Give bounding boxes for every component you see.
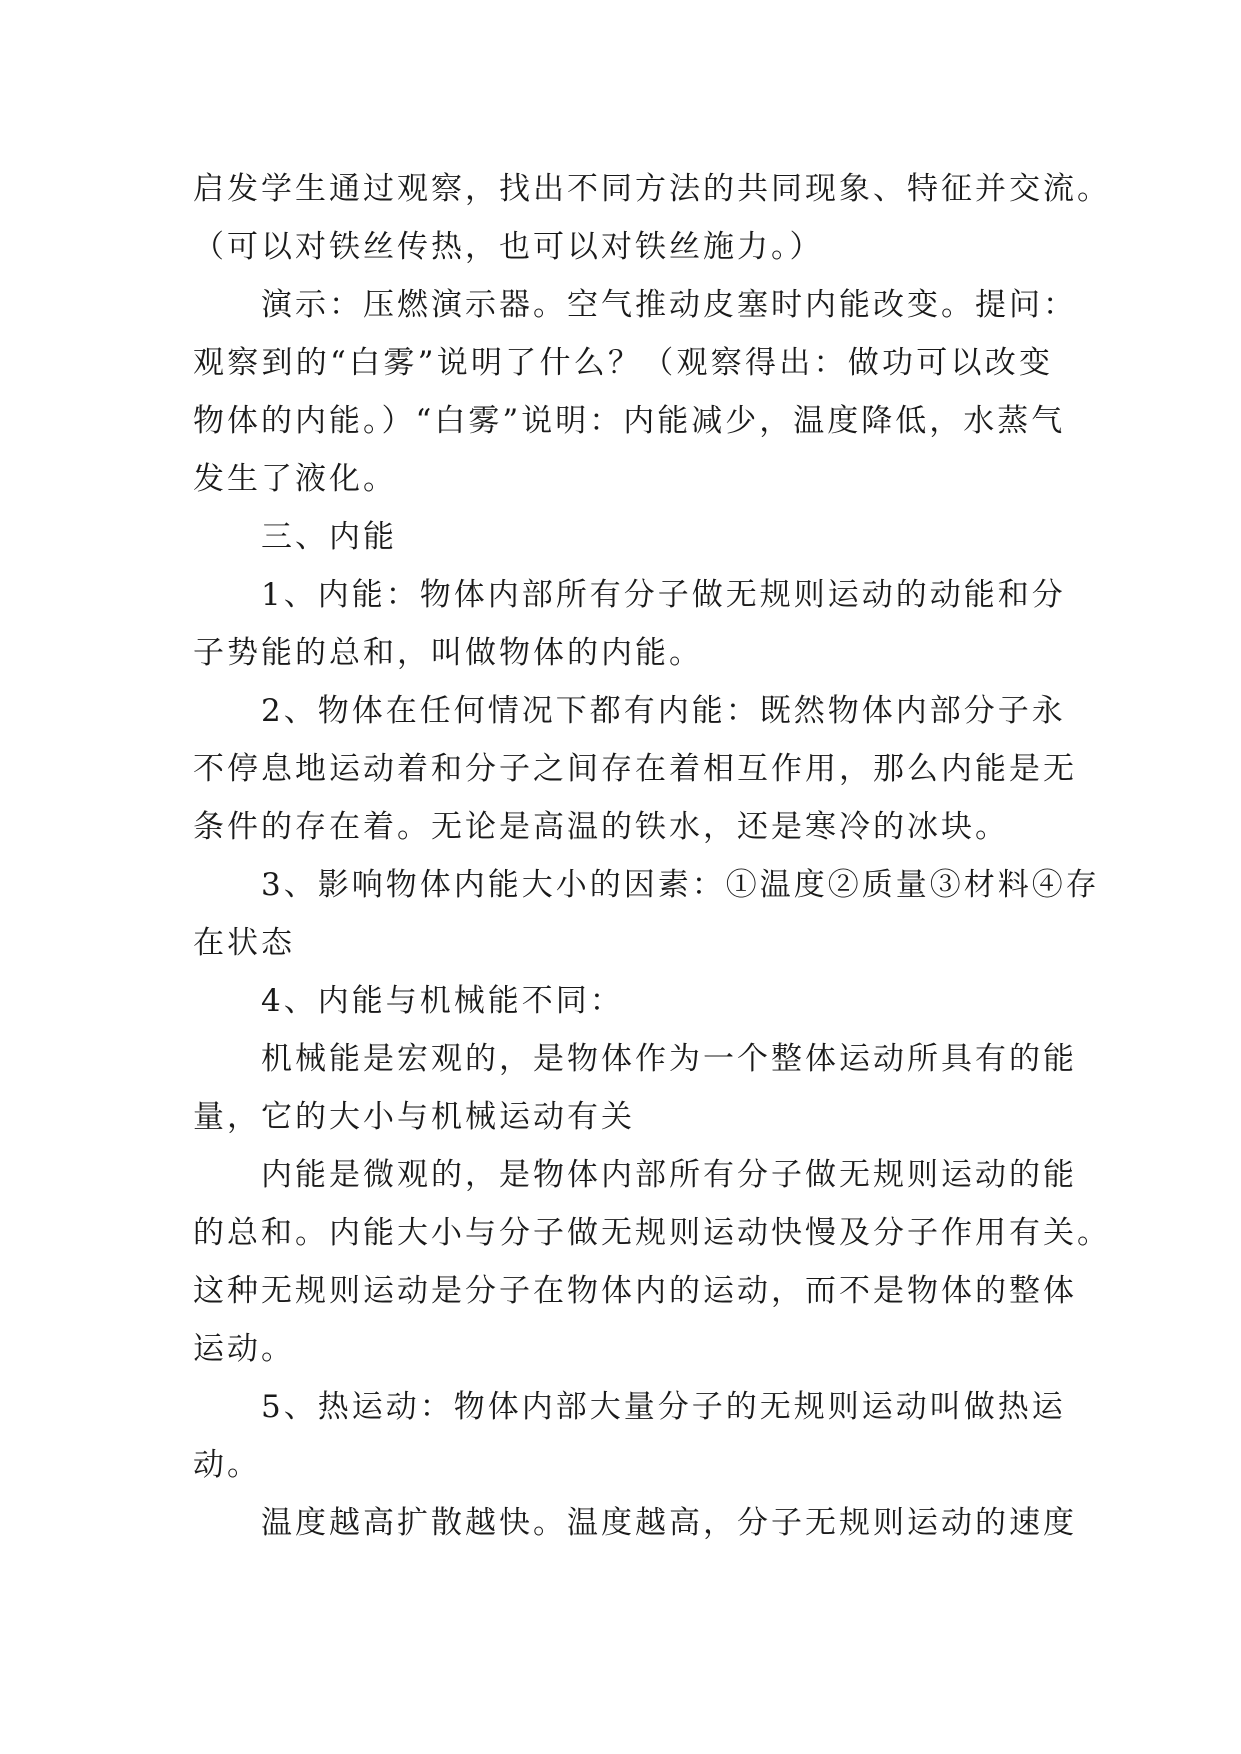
text-line: 2、物体在任何情况下都有内能：既然物体内部分子永 — [261, 693, 1066, 729]
text-line: 观察到的“白雾”说明了什么？（观察得出：做功可以改变 — [193, 345, 1053, 381]
text-line: （可以对铁丝传热，也可以对铁丝施力。） — [193, 229, 824, 265]
text-line: 运动。 — [193, 1331, 295, 1367]
text-line: 的总和。内能大小与分子做无规则运动快慢及分子作用有关。 — [193, 1215, 1111, 1251]
text-line: 量，它的大小与机械运动有关 — [193, 1099, 635, 1135]
text-line: 机械能是宏观的，是物体作为一个整体运动所具有的能 — [261, 1041, 1077, 1077]
text-line: 1、内能：物体内部所有分子做无规则运动的动能和分 — [261, 577, 1066, 613]
text-line: 发生了液化。 — [193, 461, 397, 497]
text-line: 5、热运动：物体内部大量分子的无规则运动叫做热运 — [261, 1389, 1066, 1425]
text-line: 3、影响物体内能大小的因素：①温度②质量③材料④存 — [261, 867, 1100, 903]
text-line: 条件的存在着。无论是高温的铁水，还是寒冷的冰块。 — [193, 809, 1009, 845]
text-line: 物体的内能。）“白雾”说明：内能减少，温度降低，水蒸气 — [193, 403, 1066, 439]
text-line: 动。 — [193, 1447, 261, 1483]
text-line: 不停息地运动着和分子之间存在着相互作用，那么内能是无 — [193, 751, 1077, 787]
text-line: 内能是微观的，是物体内部所有分子做无规则运动的能 — [261, 1157, 1077, 1193]
text-line: 演示：压燃演示器。空气推动皮塞时内能改变。提问： — [261, 287, 1077, 323]
document-body — [193, 160, 1111, 1552]
text-line: 温度越高扩散越快。温度越高，分子无规则运动的速度 — [261, 1505, 1077, 1541]
text-line: 子势能的总和，叫做物体的内能。 — [193, 635, 703, 671]
text-line: 这种无规则运动是分子在物体内的运动，而不是物体的整体 — [193, 1273, 1077, 1309]
text-line: 启发学生通过观察，找出不同方法的共同现象、特征并交流。 — [193, 171, 1111, 207]
text-line: 在状态 — [193, 925, 295, 961]
text-line: 4、内能与机械能不同： — [261, 983, 624, 1019]
text-line: 三、内能 — [261, 519, 397, 555]
